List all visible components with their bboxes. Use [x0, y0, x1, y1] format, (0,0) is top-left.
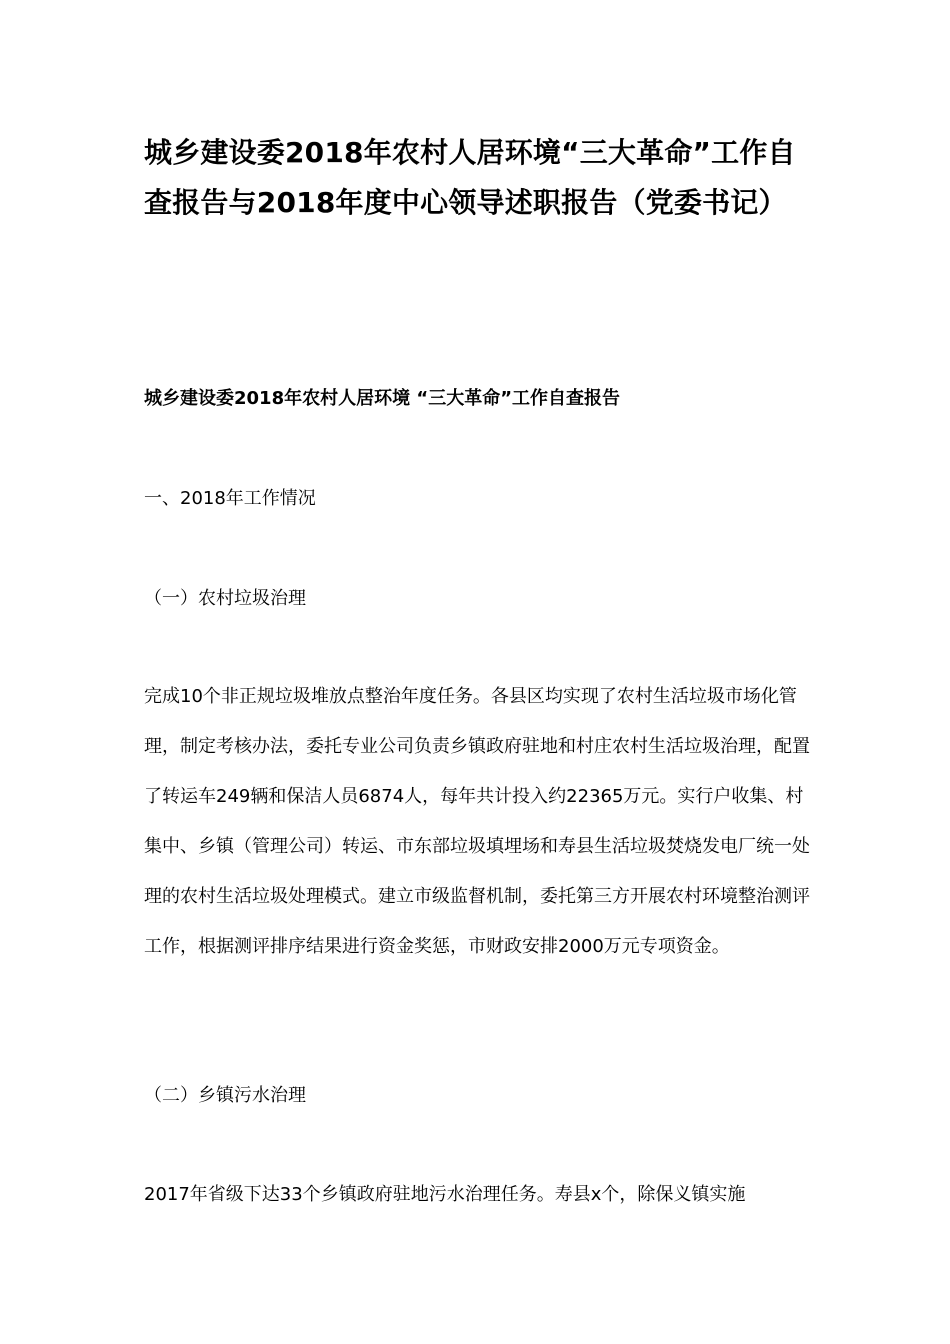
- paragraph-town-sewage: 2017年省级下达33个乡镇政府驻地污水治理任务。寿县x个，除保义镇实施: [144, 1184, 746, 1205]
- document-title: 城乡建设委2018年农村人居环境“三大革命”工作自查报告与2018年度中心领导述职报告（党委书记）: [144, 136, 796, 219]
- heading-work-status: 一、2018年工作情况: [144, 488, 316, 509]
- paragraph-rural-garbage: 完成10个非正规垃圾堆放点整治年度任务。各县区均实现了农村生活垃圾市场化管理，制定考核办法，委托专业公司负责乡镇政府驻地和村庄农村生活垃圾治理，配置了转运车249辆和保洁人员6874人，每年共计投入约22365万元。实行户收集、村集中、乡镇（管理公司）转运、市东部垃圾填埋场和寿县生活垃圾焚烧发电厂统一处理的农村生活垃圾处理模式。建立市级监督机制，委托第三方开展农村环境整治测评工作，根据测评排序结果进行资金奖惩，市财政安排2000万元专项资金。: [144, 686, 810, 957]
- subheading-rural-garbage: （一）农村垃圾治理: [144, 588, 306, 609]
- section-title: 城乡建设委2018年农村人居环境 “三大革命”工作自查报告: [144, 388, 621, 409]
- subheading-town-sewage: （二）乡镇污水治理: [144, 1085, 306, 1106]
